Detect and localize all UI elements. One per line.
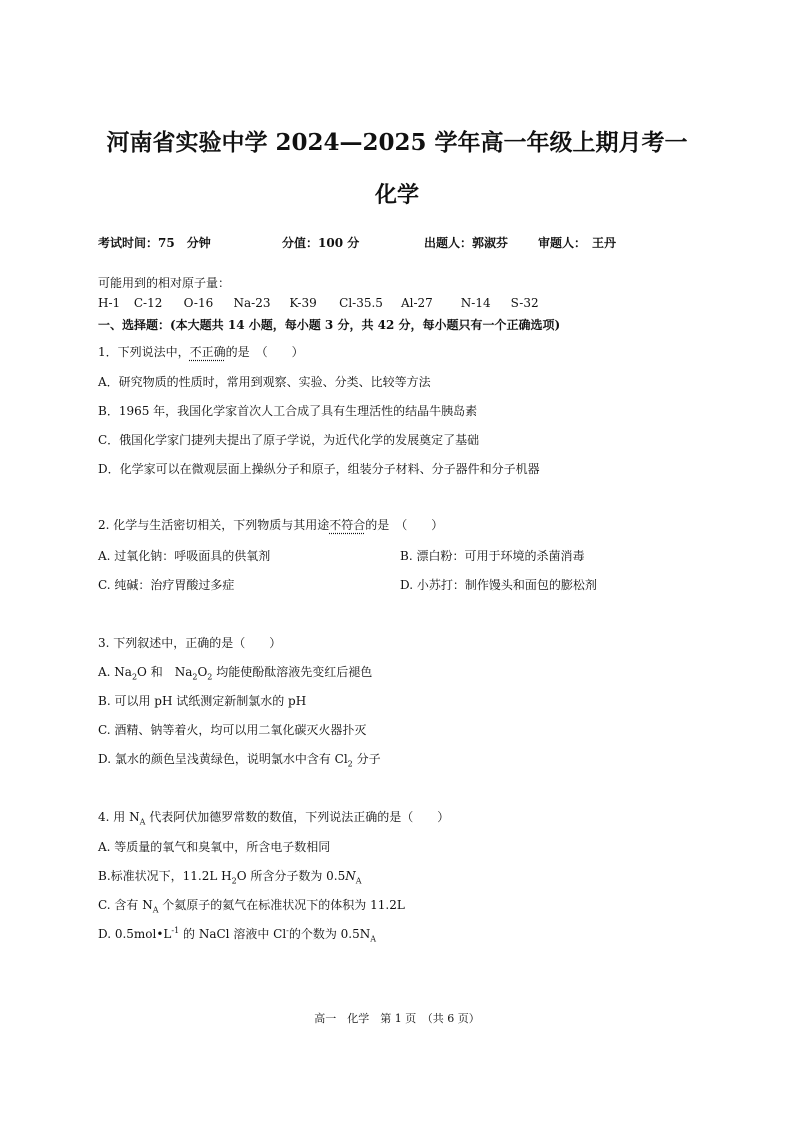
question-1-option-d: D．化学家可以在微观层面上操纵分子和原子，组装分子材料、分子器件和分子机器: [98, 462, 540, 476]
question-4-stem: 4. 用 $N_A$ 代表阿伏加德罗常数的数值，下列说法正确的是（ ）: [98, 810, 450, 827]
atomic-mass-item: C-12: [133, 296, 163, 310]
page-footer: 高一 化学 第 1 页 （共 6 页）: [314, 1012, 480, 1025]
atomic-mass-item: S-32: [510, 296, 539, 310]
atomic-mass-item: Al-27: [400, 296, 433, 310]
question-4-option-d: D. $0.5mol•L^{-1}$ 的 NaCl 溶液中 Cl-的个数为 $0.5N_A$: [98, 926, 377, 944]
question-3-option-a: A. $Na_2O$ 和 $Na_2O_2$ 均能使酚酞溶液先变红后褪色: [98, 665, 373, 682]
section-heading: 一、选择题：(本大题共 14 小题，每小题 3 分，共 42 分，每小题只有一个正确选项): [98, 318, 561, 332]
question-2-stem: 2. 化学与生活密切相关，下列物质与其用途不符合的是 （ ）: [98, 518, 444, 532]
question-4-option-b: B.标准状况下，11.2L $H_2O$ 所含分子数为 $0.5N_A$: [98, 869, 362, 886]
question-3-option-d: D. 氯水的颜色呈浅黄绿色，说明氯水中含有 $Cl_2$ 分子: [98, 752, 381, 769]
atomic-mass-list: [98, 296, 539, 310]
question-1-option-a: A．研究物质的性质时，常用到观察、实验、分类、比较等方法: [98, 375, 431, 389]
atomic-mass-item: Cl-35.5: [339, 296, 383, 310]
exam-reviewer: 审题人： 王丹: [538, 236, 617, 250]
question-2-option-b: B. 漂白粉：可用于环境的杀菌消毒: [400, 549, 585, 563]
exam-score: 分值：100 分: [282, 236, 360, 250]
question-1-stem: 1．下列说法中，不正确的是 （ ）: [98, 345, 304, 359]
question-1-option-b: B．1965 年，我国化学家首次人工合成了具有生理活性的结晶牛胰岛素: [98, 404, 478, 418]
atomic-mass-label: 可能用到的相对原子量：: [98, 276, 231, 290]
question-4-option-a: A. 等质量的氧气和臭氧中，所含电子数相同: [98, 840, 331, 854]
exam-time: 考试时间：75 分钟: [98, 236, 211, 250]
question-3-option-c: C. 酒精、钠等着火，均可以用二氧化碳灭火器扑灭: [98, 723, 367, 737]
question-1-option-c: C．俄国化学家门捷列夫提出了原子学说，为近代化学的发展奠定了基础: [98, 433, 480, 447]
atomic-mass-item: H-1: [98, 296, 121, 310]
question-4-option-c: C. 含有 $N_A$ 个氦原子的氦气在标准状况下的体积为 11.2L: [98, 898, 405, 915]
emphasis-not-correct: 不正确: [189, 345, 226, 359]
subject-title: 化学: [374, 182, 419, 208]
question-2-option-a: A. 过氧化钠：呼吸面具的供氧剂: [98, 549, 271, 563]
question-2-option-d: D. 小苏打：制作馒头和面包的膨松剂: [400, 578, 597, 592]
exam-author: 出题人：郭淑芬: [424, 236, 509, 250]
atomic-mass-item: N-14: [460, 296, 491, 310]
exam-title: 河南省实验中学 2024—2025 学年高一年级上期月考一: [106, 129, 688, 156]
atomic-mass-item: K-39: [289, 296, 317, 310]
atomic-mass-item: Na-23: [233, 296, 271, 310]
atomic-mass-item: O-16: [183, 296, 214, 310]
question-3-stem: 3. 下列叙述中，正确的是（ ）: [98, 636, 282, 650]
emphasis-not-match: 不符合: [329, 518, 366, 532]
question-3-option-b: B. 可以用 pH 试纸测定新制氯水的 pH: [98, 694, 307, 708]
question-2-option-c: C. 纯碱：治疗胃酸过多症: [98, 578, 235, 592]
